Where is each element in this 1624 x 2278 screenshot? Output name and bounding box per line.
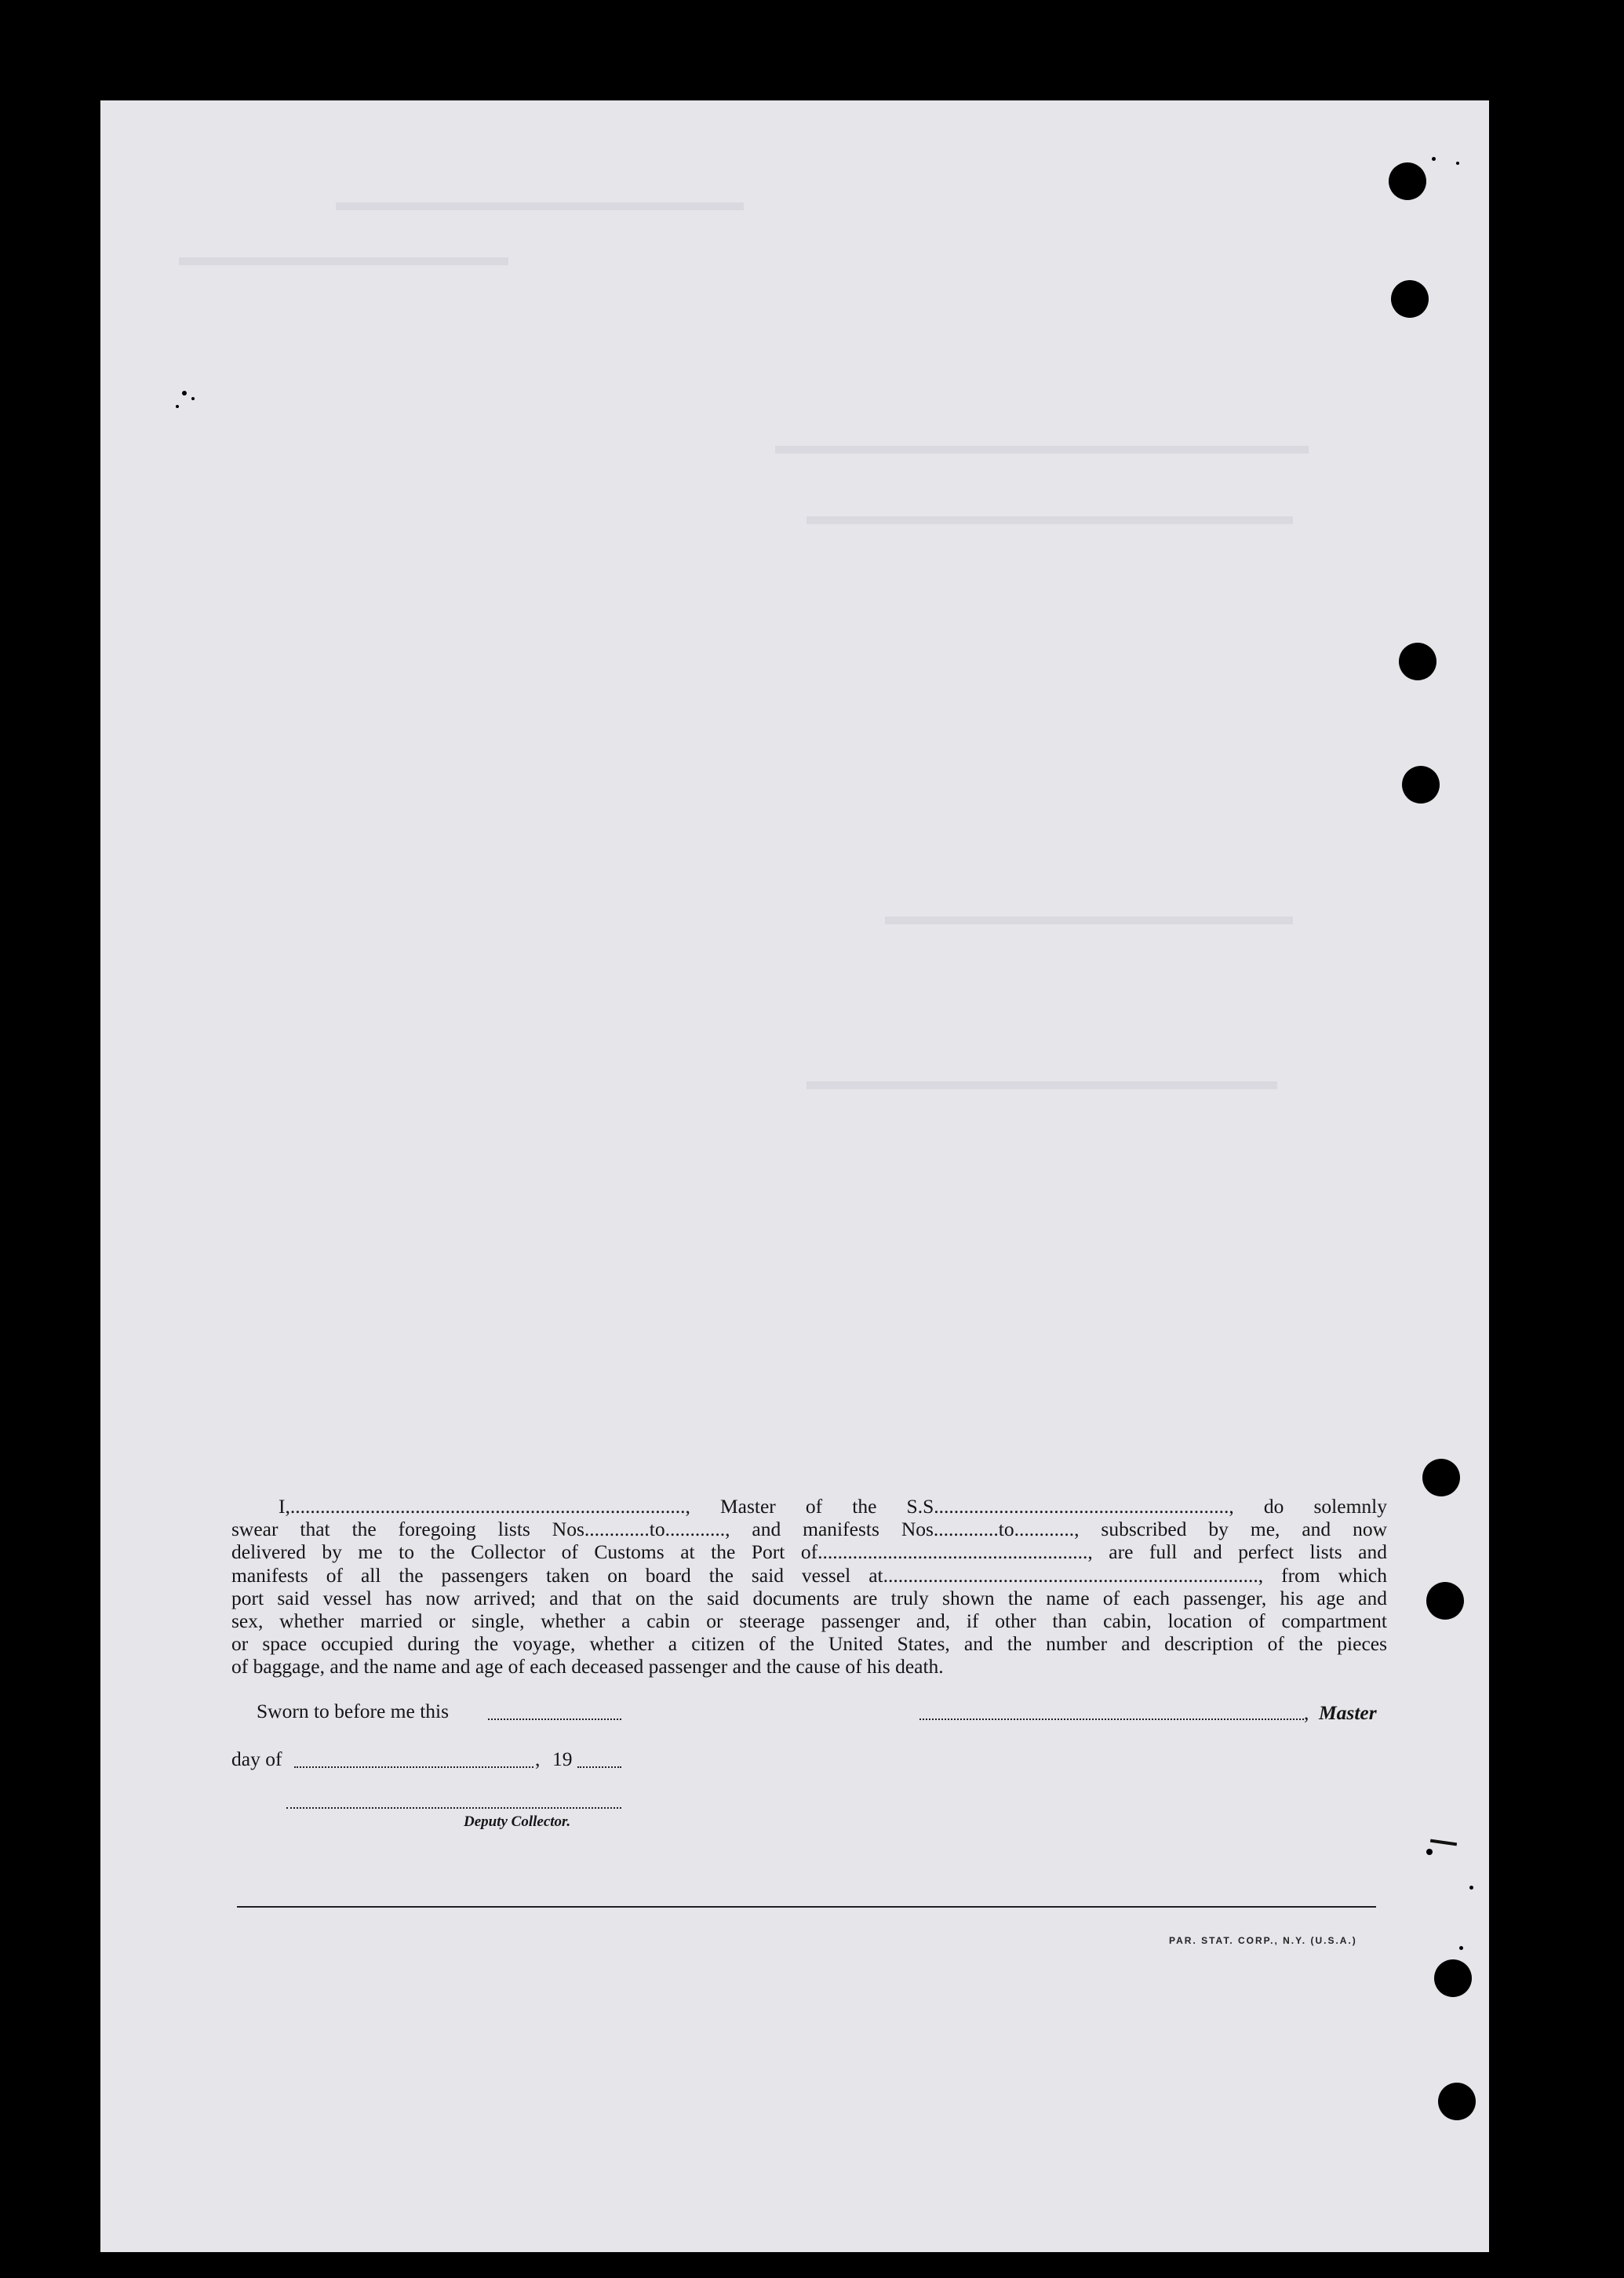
oath-line: sex, whether married or single, whether a cabin or steerage passenger and, if other than cabin, location of compartment [231, 1609, 1387, 1633]
speck-mark [1426, 1849, 1433, 1855]
year-prefix: 19 [552, 1748, 573, 1770]
oath-line: I,..............................................................................., Master of the S.S..........................................................., do solemnly [279, 1495, 1387, 1518]
oath-line: or space occupied during the voyage, whether a citizen of the United States, and the number and description of the pieces [231, 1632, 1387, 1656]
oath-line: swear that the foregoing lists Nos.............to............, and manifests Nos.............to............, subscribed by me, and now [231, 1518, 1387, 1541]
punch-hole [1434, 1959, 1472, 1997]
oath-paragraph [231, 1495, 1387, 1678]
speck-mark [176, 405, 179, 408]
punch-hole [1402, 766, 1440, 804]
printer-imprint: PAR. STAT. CORP., N.Y. (U.S.A.) [1169, 1935, 1357, 1946]
oath-line: delivered by me to the Collector of Customs at the Port of......................................................, are full and perfect lists and [231, 1540, 1387, 1564]
punch-hole [1399, 643, 1436, 680]
oath-line: manifests of all the passengers taken on board the said vessel at..........................................................................., from which [231, 1563, 1387, 1587]
speck-mark [1469, 1886, 1473, 1890]
pen-mark [1430, 1839, 1457, 1846]
punch-hole [1426, 1582, 1464, 1620]
year-comma: , [535, 1748, 541, 1770]
bleed-through-mark [775, 446, 1309, 454]
sworn-to-label: Sworn to before me this [257, 1700, 450, 1722]
day-of-field[interactable] [294, 1766, 533, 1768]
oath-line: port said vessel has now arrived; and that on the said documents are truly shown the name of each passenger, his age and [231, 1586, 1387, 1609]
speck-mark [1432, 157, 1436, 161]
speck-mark [191, 397, 195, 400]
sworn-date-field[interactable] [488, 1719, 621, 1720]
punch-hole [1438, 2083, 1476, 2120]
punch-hole [1422, 1459, 1460, 1496]
speck-mark [182, 391, 187, 395]
speck-mark [1456, 162, 1459, 165]
master-comma: , [1304, 1701, 1309, 1724]
bleed-through-mark [885, 917, 1293, 924]
punch-hole [1389, 162, 1426, 200]
bleed-through-mark [336, 202, 744, 210]
oath-line: of baggage, and the name and age of each deceased passenger and the cause of his death. [231, 1655, 944, 1678]
bleed-through-mark [807, 516, 1293, 524]
bleed-through-mark [807, 1081, 1277, 1089]
speck-mark [1459, 1946, 1463, 1950]
bottom-rule [237, 1906, 1376, 1908]
year-field[interactable] [577, 1766, 621, 1768]
day-of-label: day of [231, 1748, 282, 1770]
bleed-through-mark [179, 257, 508, 265]
punch-hole [1391, 280, 1429, 318]
master-label: Master [1319, 1701, 1377, 1724]
document-page [100, 100, 1489, 2252]
deputy-signature-field[interactable] [286, 1807, 621, 1809]
master-signature-field[interactable] [919, 1719, 1304, 1720]
deputy-collector-label: Deputy Collector. [464, 1813, 571, 1830]
